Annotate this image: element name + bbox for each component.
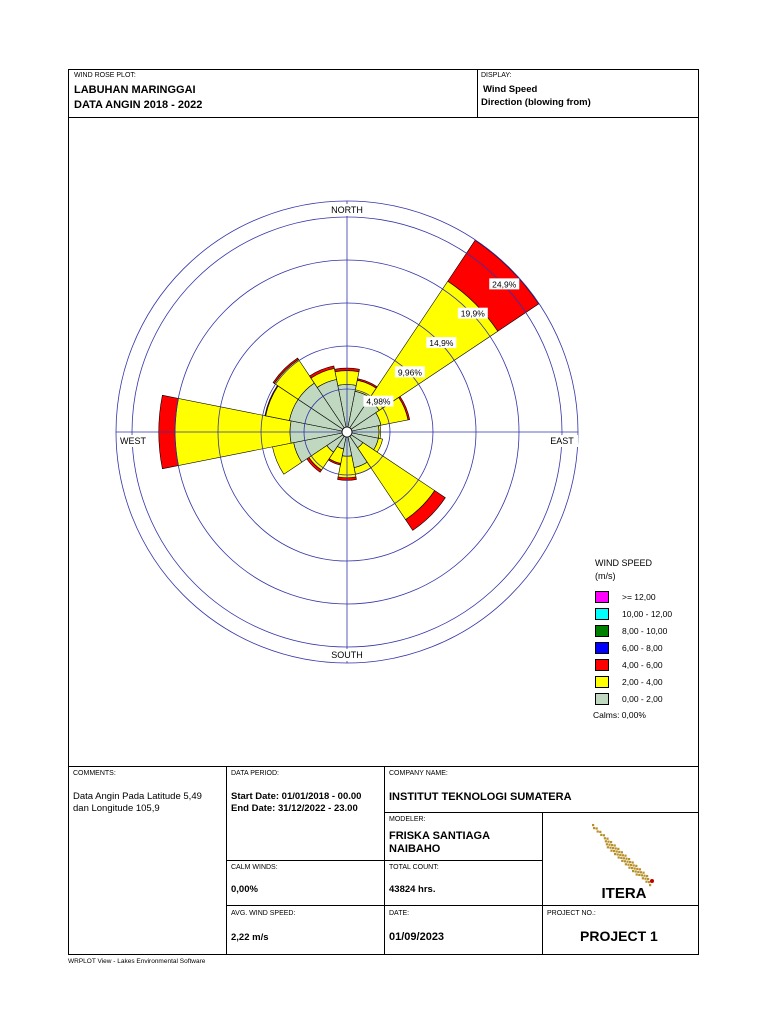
modeler-line1: FRISKA SANTIAGA (389, 830, 491, 842)
plot-caption: WIND ROSE PLOT: (74, 72, 136, 79)
period-caption: DATA PERIOD: (231, 770, 279, 777)
compass-label-east: EAST (550, 436, 574, 446)
legend-swatch (595, 608, 609, 620)
legend-swatch (595, 625, 609, 637)
ring-label-3: 14,9% (429, 338, 454, 349)
software-credit: WRPLOT View - Lakes Environmental Software (68, 958, 206, 965)
legend-calms: Calms: 0,00% (593, 710, 646, 720)
compass-label-west: WEST (120, 436, 146, 446)
date-caption: DATE: (389, 910, 410, 917)
company-name: INSTITUT TEKNOLOGI SUMATERA (389, 791, 572, 803)
legend-label: 2,00 - 4,00 (622, 677, 663, 687)
plot-title-line1: LABUHAN MARINGGAI (74, 84, 196, 96)
comments-line2: dan Longitude 105,9 (73, 803, 160, 814)
start-date: Start Date: 01/01/2018 - 00.00 (231, 791, 362, 802)
footer-col3-divider (542, 812, 543, 955)
itera-logo (578, 818, 668, 904)
comments-caption: COMMENTS: (73, 770, 116, 777)
ring-label-1: 4,98% (366, 396, 391, 407)
modeler-caption: MODELER: (389, 816, 426, 823)
header-split (477, 69, 478, 117)
legend-swatch (595, 659, 609, 671)
display-caption: DISPLAY: (481, 72, 512, 79)
itera-logo-dot (650, 879, 654, 883)
avg-caption: AVG. WIND SPEED: (231, 910, 296, 917)
itera-logo-mark (592, 824, 651, 886)
calm-caption: CALM WINDS: (231, 864, 278, 871)
project-value: PROJECT 1 (580, 928, 658, 944)
display-direction: Direction (blowing from) (481, 97, 591, 108)
rose-center (342, 427, 352, 437)
footer-row-divider-2 (226, 860, 542, 861)
legend-label: >= 12,00 (622, 592, 656, 602)
footer-row-divider-1 (384, 812, 699, 813)
legend-swatch (595, 693, 609, 705)
calm-value: 0,00% (231, 884, 258, 895)
legend-label: 10,00 - 12,00 (622, 609, 673, 619)
date-value: 01/09/2023 (389, 931, 445, 943)
legend-swatch (595, 591, 609, 603)
project-caption: PROJECT NO.: (547, 910, 596, 917)
company-caption: COMPANY NAME: (389, 770, 448, 777)
compass-label-south: SOUTH (331, 650, 363, 660)
legend-label: 6,00 - 8,00 (622, 643, 663, 653)
total-value: 43824 hrs. (389, 884, 436, 895)
footer-row-divider-3 (226, 905, 699, 906)
comments-line1: Data Angin Pada Latitude 5,49 (73, 791, 202, 802)
end-date: End Date: 31/12/2022 - 23.00 (231, 803, 358, 814)
modeler-line2: NAIBAHO (389, 843, 441, 855)
legend-swatch (595, 642, 609, 654)
legend-label: 4,00 - 6,00 (622, 660, 663, 670)
itera-logo-text: ITERA (601, 885, 647, 902)
total-caption: TOTAL COUNT: (389, 864, 439, 871)
compass-label-north: NORTH (331, 205, 363, 215)
legend-label: 0,00 - 2,00 (622, 694, 663, 704)
legend-label: 8,00 - 10,00 (622, 626, 668, 636)
legend-title: WIND SPEED (595, 558, 653, 568)
ring-label-4: 19,9% (460, 308, 485, 319)
legend-swatch (595, 676, 609, 688)
display-value: Wind Speed (483, 84, 538, 95)
plot-title-line2: DATA ANGIN 2018 - 2022 (74, 99, 203, 111)
avg-value: 2,22 m/s (231, 932, 269, 943)
ring-label-2: 9,96% (397, 367, 422, 378)
legend-unit: (m/s) (595, 571, 616, 581)
ring-label-5: 24,9% (492, 279, 517, 290)
